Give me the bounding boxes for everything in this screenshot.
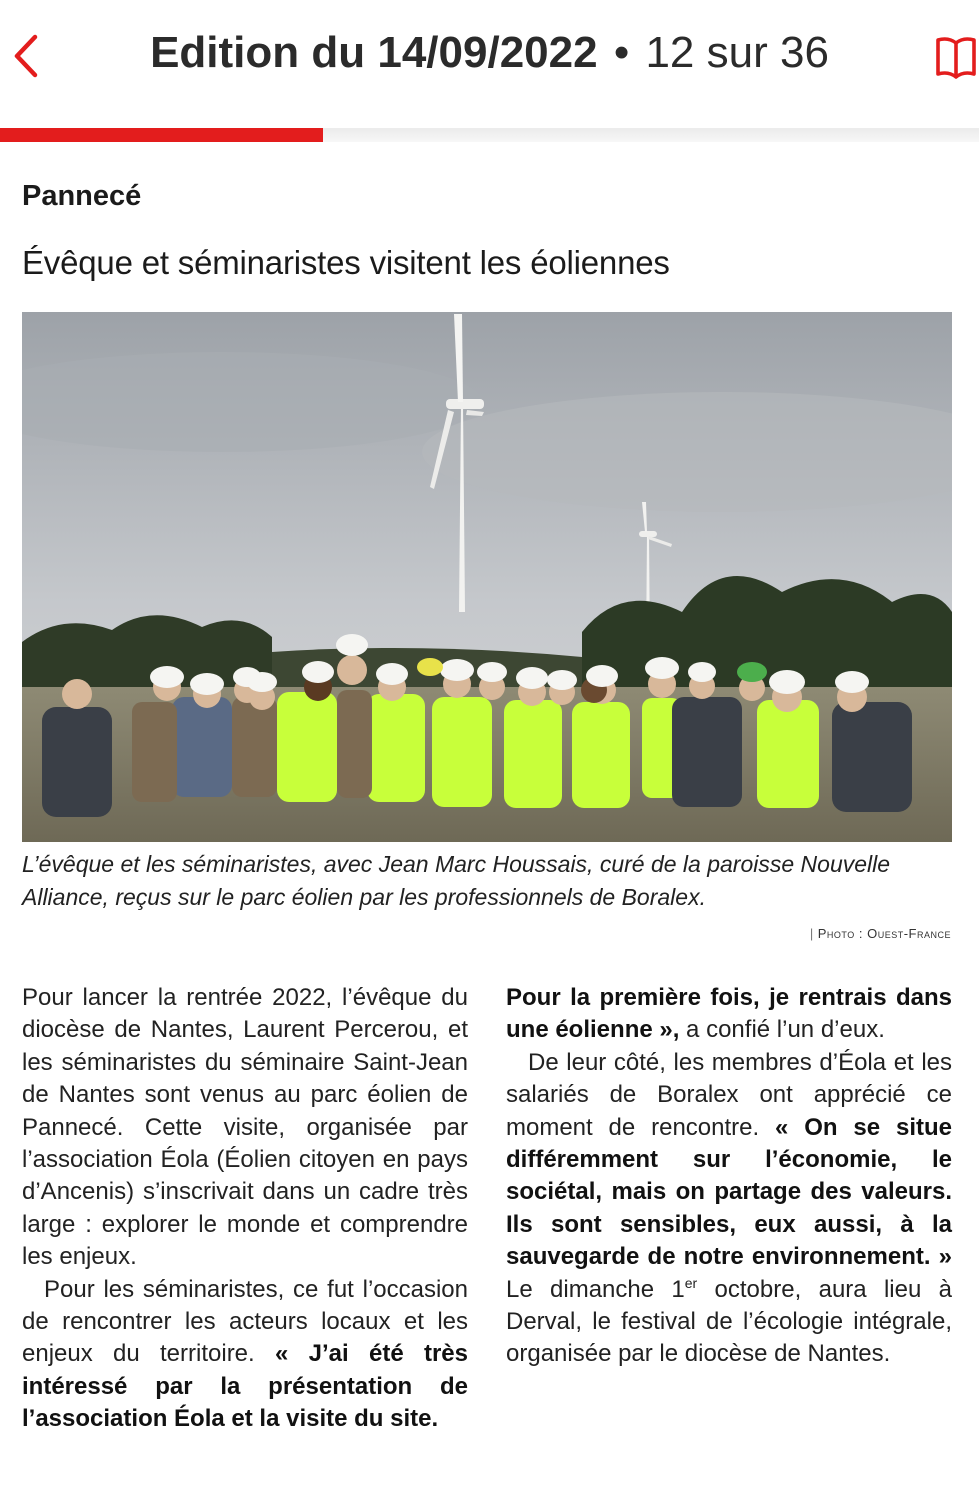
page-title <box>60 28 919 78</box>
paragraph-text: Pour les séminaristes, ce fut l’occasion de rencontrer les acteurs locaux et les enjeux du territoire. <box>22 1275 468 1368</box>
quote: « J’ai été très intéressé par la présentation de l’association Éola et la visite du site. <box>22 1340 468 1433</box>
page-counter: 12 sur 36 <box>645 28 829 77</box>
title-separator: • <box>613 28 630 77</box>
chevron-left-icon <box>11 33 41 79</box>
photo-illustration <box>22 312 952 842</box>
reader-mode-button[interactable] <box>935 32 977 82</box>
photo-caption: L’évêque et les séminaristes, avec Jean Marc Houssais, curé de la paroisse Nouvelle Alliance, reçus sur le parc éolien par les professionnels de Boralex. <box>22 851 891 910</box>
article-column-left <box>22 982 468 1436</box>
article-headline: Évêque et séminaristes visitent les éoliennes <box>22 244 670 281</box>
quote: « On se situe différemment sur l’économie, le sociétal, mais on partage des valeurs. Ils sont sensibles, eux aussi, à la sauvegarde de notre environnement. » <box>506 1113 953 1271</box>
open-book-icon <box>935 32 977 82</box>
edition-label: Edition du 14/09/2022 <box>150 28 598 77</box>
paragraph <box>506 1047 952 1371</box>
paragraph <box>22 1274 468 1436</box>
reading-progress-fill <box>0 128 323 142</box>
reading-progress-bar <box>0 128 979 142</box>
article-photo[interactable] <box>22 312 952 842</box>
photo-credit: | Photo : Ouest-France <box>809 926 951 941</box>
quote: Pour la première fois, je rentrais dans une éolienne », <box>506 984 952 1044</box>
top-bar <box>0 0 979 128</box>
ordinal-suffix: er <box>684 1274 698 1291</box>
paragraph-text: a confié l’un d’eux. <box>679 1016 885 1044</box>
paragraph <box>506 982 952 1047</box>
paragraph-text: Le dimanche 1 <box>506 1275 685 1303</box>
paragraph-text: octobre, aura lieu à Derval, le festival de l’écologie intégrale, organisée par le diocèse de Nantes. <box>506 1275 952 1368</box>
photo-credit-text: Photo : Ouest-France <box>817 926 951 941</box>
paragraph-text: De leur côté, les membres d’Éola et les salariés de Boralex ont apprécié ce moment de rencontre. <box>506 1048 952 1141</box>
article-kicker: Pannecé <box>22 180 142 212</box>
back-button[interactable] <box>6 26 46 86</box>
article-column-right <box>506 982 952 1371</box>
article-header <box>22 180 954 282</box>
paragraph: Pour lancer la rentrée 2022, l’évêque du diocèse de Nantes, Laurent Percerou, et les séminaristes du séminaire Saint-Jean de Nantes sont venus au parc éolien de Pannecé. Cette visite, organisée par l’association Éola (Éolien citoyen en pays d’Ancenis) s’inscrivait dans un cadre très large : explorer le monde et comprendre les enjeux. <box>22 984 468 1271</box>
